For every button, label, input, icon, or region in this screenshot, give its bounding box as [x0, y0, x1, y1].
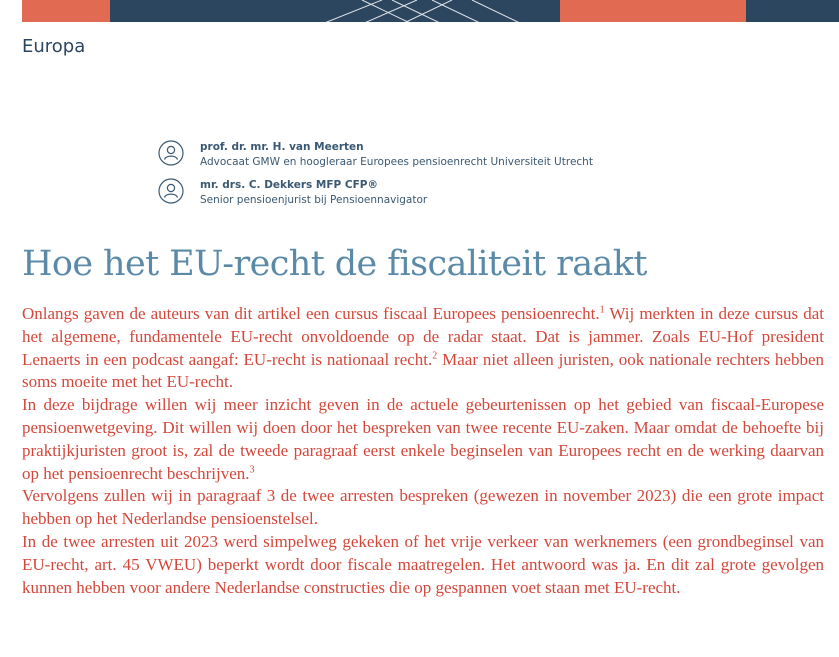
author-name: prof. dr. mr. H. van Meerten [200, 141, 364, 153]
author-role: Senior pensioenjurist bij Pensioennavigator [200, 194, 428, 206]
paragraph-2: In deze bijdrage willen wij meer inzicht geven in de actuele gebeurtenissen op het gebied van fiscaal-Europese pensioenwetgeving. Dit willen wij doen door het bespreken van twee recente EU-zaken. Maar omdat de behoefte bij praktijkjuristen groot is, zal de tweede paragraaf eerst enkele beginselen van Europees recht en de werking daarvan op het pensioenrecht beschrijven.$^3$ [22, 395, 824, 483]
author-role: Advocaat GMW en hoogleraar Europees pensioenrecht Universiteit Utrecht [200, 156, 593, 168]
footnote-ref[interactable]: 1 [599, 304, 605, 316]
paragraph-3: Vervolgens zullen wij in paragraaf 3 de twee arresten bespreken (gewezen in november 2023) die een grote impact hebben op het Nederlandse pensioenstelsel. [22, 486, 824, 529]
footnote-ref[interactable]: 2 [432, 349, 438, 361]
user-icon [158, 178, 184, 204]
article-body [22, 303, 824, 599]
author-block-1 [158, 140, 593, 170]
author-name: mr. drs. C. Dekkers MFP CFP® [200, 179, 378, 191]
article-title: Hoe het EU-recht de fiscaliteit raakt [22, 244, 647, 284]
author-block-2 [158, 178, 427, 208]
footnote-ref[interactable]: 3 [249, 463, 255, 475]
paragraph-1: Onlangs gaven de auteurs van dit artikel een cursus fiscaal Europees pensioenrecht.$^1$ Wij merkten in deze cursus dat het algemene, fundamentele EU-recht onvoldoende op de radar staat. Dat is jammer. Zoals EU-Hof president Lenaerts in een podcast aangaf: EU-recht is nationaal recht.$^2$ Maar niet alleen juristen, ook nationale rechters hebben soms moeite met het EU-recht. [22, 304, 824, 392]
user-icon [158, 140, 184, 166]
paragraph-4: In de twee arresten uit 2023 werd simpelweg gekeken of het vrije verkeer van werknemers (een grondbeginsel van EU-recht, art. 45 VWEU) beperkt wordt door fiscale maatregelen. Het antwoord was ja. En dit zal grote gevolgen kunnen hebben voor andere Nederlandse constructies die op gespannen voet staan met EU-recht. [22, 531, 824, 597]
header-banner [22, 0, 839, 24]
section-label: Europa [22, 36, 86, 57]
